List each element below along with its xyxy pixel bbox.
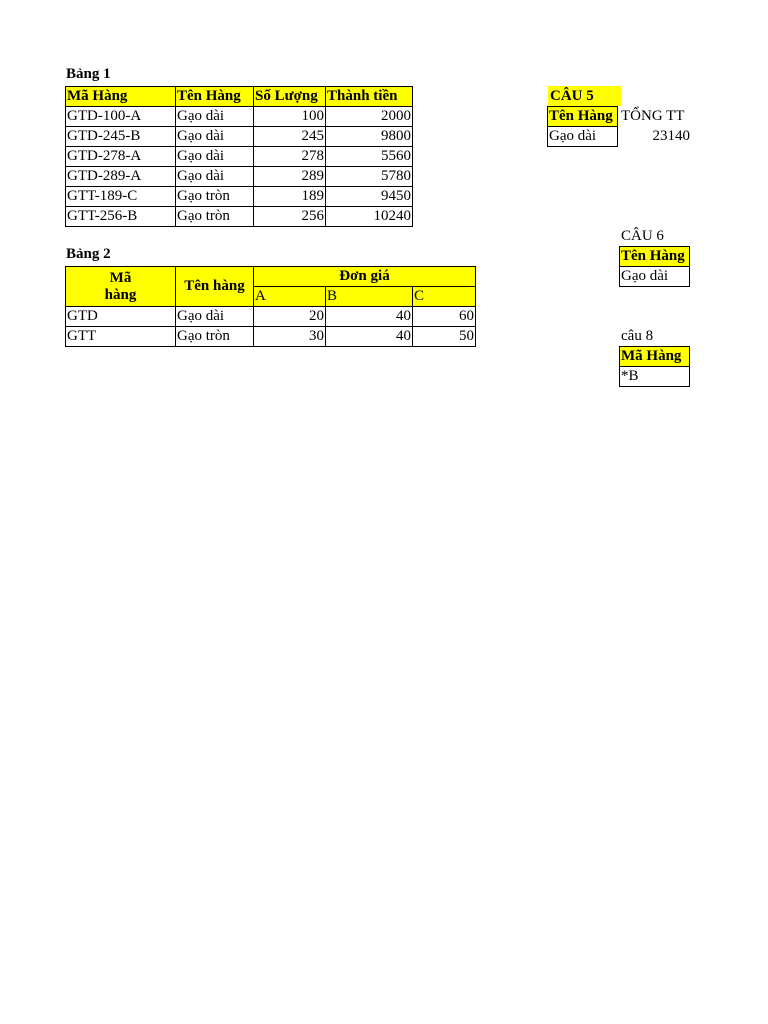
table-row — [66, 147, 413, 167]
bang2-header-ma-hang[interactable] — [66, 267, 176, 307]
cell[interactable]: 189 — [254, 187, 326, 207]
bang2-header-don-gia[interactable]: Đơn giá — [254, 267, 476, 287]
cell[interactable]: GTD-245-B — [66, 127, 176, 147]
bang1-header-row — [66, 87, 413, 107]
cell[interactable]: Gạo dài — [176, 307, 254, 327]
bang2-ma-hang-line2: hàng — [104, 286, 137, 303]
cell[interactable]: Gạo tròn — [176, 207, 254, 227]
cell[interactable]: GTD-289-A — [66, 167, 176, 187]
cell[interactable]: GTT-256-B — [66, 207, 176, 227]
cell[interactable]: 9450 — [326, 187, 413, 207]
table-row — [66, 207, 413, 227]
cau6-title: CÂU 6 — [621, 228, 664, 244]
cell[interactable]: 256 — [254, 207, 326, 227]
cell[interactable]: GTD — [66, 307, 176, 327]
cell[interactable]: 278 — [254, 147, 326, 167]
cau5-tong-value: 23140 — [652, 128, 690, 144]
cell[interactable]: Gạo tròn — [176, 327, 254, 347]
cau6-criteria-table — [619, 246, 690, 287]
cau6-header-ten-hang[interactable]: Tên Hàng — [620, 247, 690, 267]
cau8-title: câu 8 — [621, 328, 654, 344]
cell[interactable]: 2000 — [326, 107, 413, 127]
bang1-header-thanh-tien[interactable]: Thành tiền — [326, 87, 413, 107]
table-row — [66, 307, 476, 327]
cell[interactable]: 9800 — [326, 127, 413, 147]
bang2-title: Bảng 2 — [66, 246, 111, 262]
bang1-header-ma-hang[interactable]: Mã Hàng — [66, 87, 176, 107]
cell[interactable]: Gạo dài — [176, 107, 254, 127]
bang2-ma-hang-line1: Mã — [109, 269, 132, 286]
bang2-header-ten-hang[interactable]: Tên hàng — [176, 267, 254, 307]
cell[interactable]: Gạo tròn — [176, 187, 254, 207]
cell[interactable]: 100 — [254, 107, 326, 127]
cell[interactable]: 5560 — [326, 147, 413, 167]
table-row — [66, 167, 413, 187]
table-row — [66, 187, 413, 207]
cell[interactable]: 5780 — [326, 167, 413, 187]
cell[interactable]: GTT — [66, 327, 176, 347]
cell[interactable]: GTT-189-C — [66, 187, 176, 207]
cell[interactable]: 50 — [413, 327, 476, 347]
cau5-title: CÂU 5 — [548, 86, 621, 106]
cau5-tong-label: TỔNG TT — [621, 108, 685, 124]
cell[interactable]: 30 — [254, 327, 326, 347]
cell[interactable]: 10240 — [326, 207, 413, 227]
bang2-sub-b[interactable]: B — [326, 287, 413, 307]
cau8-value-ma-hang[interactable]: *B — [620, 367, 690, 387]
cell[interactable]: 20 — [254, 307, 326, 327]
cau5-header-ten-hang[interactable]: Tên Hàng — [548, 107, 618, 127]
bang1-header-ten-hang[interactable]: Tên Hàng — [176, 87, 254, 107]
cell[interactable]: 289 — [254, 167, 326, 187]
cell[interactable]: 40 — [326, 307, 413, 327]
cell[interactable]: GTD-278-A — [66, 147, 176, 167]
bang1-header-so-luong[interactable]: Số Lượng — [254, 87, 326, 107]
cau6-value-ten-hang[interactable]: Gạo dài — [620, 267, 690, 287]
table-row — [66, 327, 476, 347]
cell[interactable]: 40 — [326, 327, 413, 347]
cau8-criteria-table — [619, 346, 690, 387]
cell[interactable]: Gạo dài — [176, 167, 254, 187]
cau8-header-ma-hang[interactable]: Mã Hàng — [620, 347, 690, 367]
cell[interactable]: 60 — [413, 307, 476, 327]
cell[interactable]: 245 — [254, 127, 326, 147]
cau5-criteria-table — [547, 106, 618, 147]
bang2-table — [65, 266, 476, 347]
table-row — [66, 127, 413, 147]
cau5-value-ten-hang[interactable]: Gạo dài — [548, 127, 618, 147]
bang1-title: Bảng 1 — [66, 66, 111, 82]
bang2-sub-c[interactable]: C — [413, 287, 476, 307]
cell[interactable]: Gạo dài — [176, 147, 254, 167]
cell[interactable]: GTD-100-A — [66, 107, 176, 127]
cell[interactable]: Gạo dài — [176, 127, 254, 147]
bang2-sub-a[interactable]: A — [254, 287, 326, 307]
bang1-table — [65, 86, 413, 227]
table-row — [66, 107, 413, 127]
